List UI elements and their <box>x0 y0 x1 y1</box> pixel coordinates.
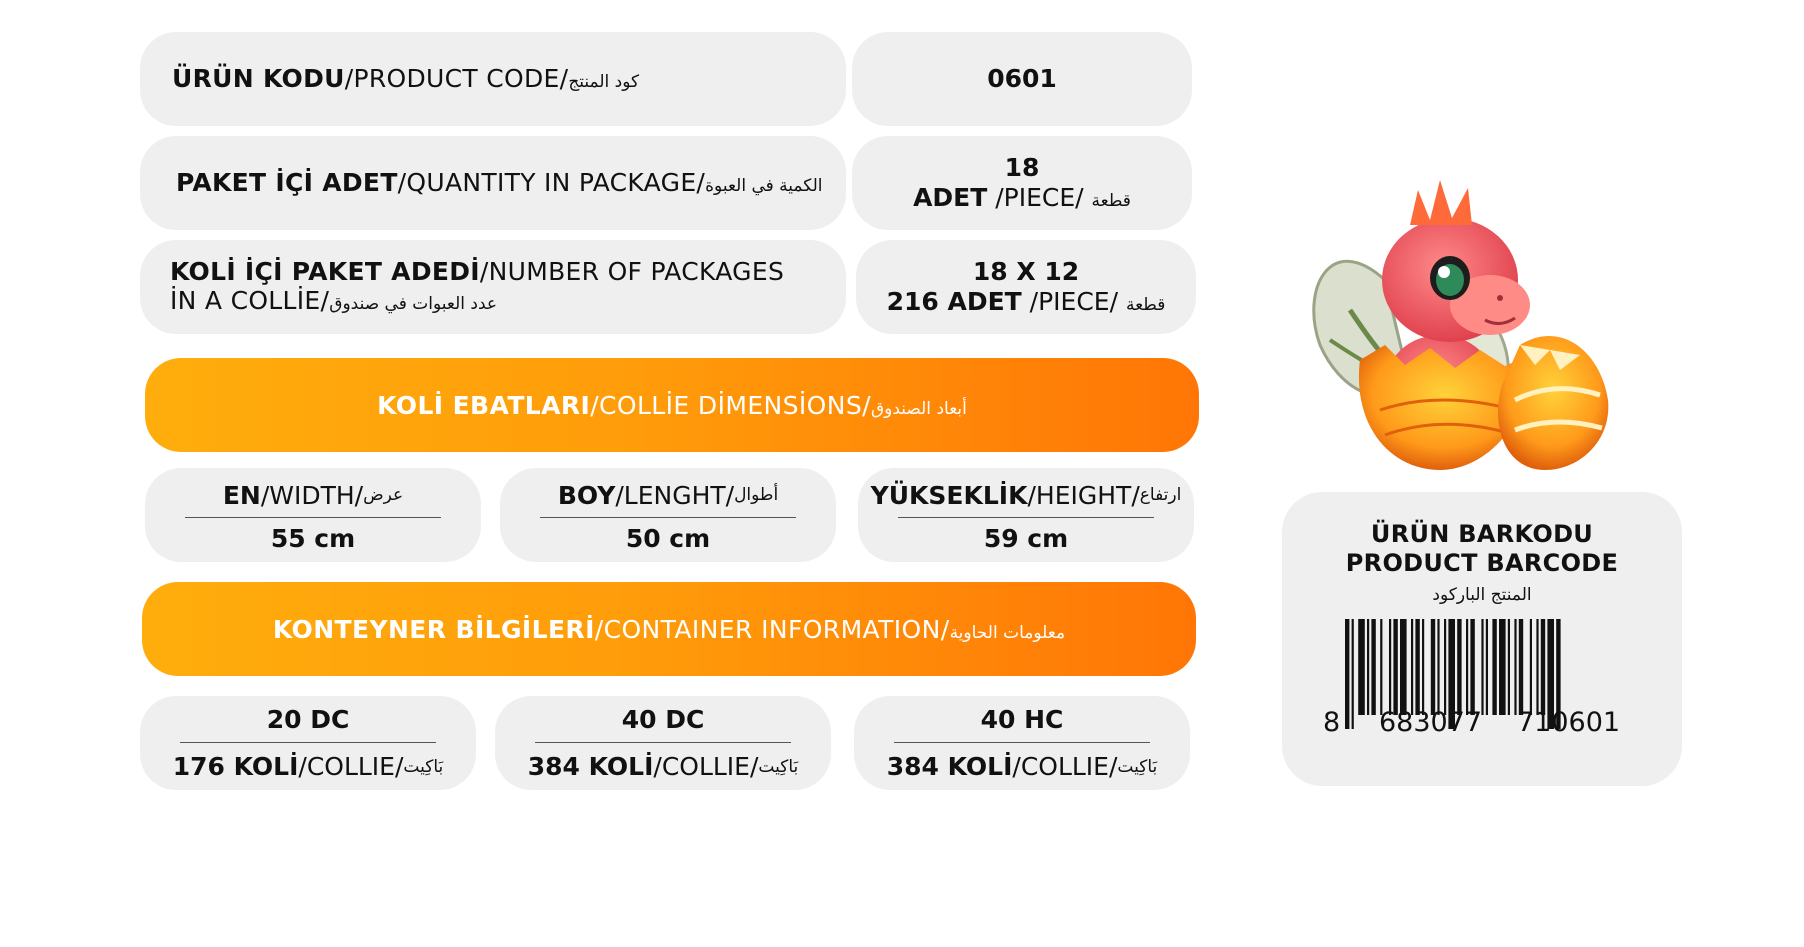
container-count-ar: بَاكِيت <box>1117 756 1158 777</box>
barcode-bar <box>1499 619 1506 715</box>
dimension-label-ar: عرض <box>363 485 404 505</box>
container-count-ar: بَاكِيت <box>403 756 444 777</box>
barcode-bar <box>1358 619 1365 715</box>
dimension-label-ar: أطوال <box>734 485 779 505</box>
barcode-bar <box>1393 619 1397 715</box>
barcode-title-en: PRODUCT BARCODE <box>1345 549 1619 578</box>
packages-label-en-2: İN A COLLİE/ <box>170 286 330 315</box>
packages-value-total-ar: قطعة <box>1125 295 1166 315</box>
barcode-bar <box>1437 619 1439 715</box>
packages-label <box>140 240 846 334</box>
packages-label-en: /NUMBER OF PACKAGES <box>479 257 785 287</box>
divider <box>898 517 1154 518</box>
barcode-bar <box>1519 619 1523 715</box>
container-count-tr: 384 KOLİ <box>886 752 1013 781</box>
container-count-tr: 384 KOLİ <box>527 752 654 781</box>
barcode-bar <box>1389 619 1391 715</box>
dimension-label <box>223 477 403 513</box>
barcode-bar <box>1411 619 1413 715</box>
collie-dimensions-banner <box>145 358 1199 452</box>
dimension-label-tr: BOY <box>557 480 616 510</box>
dimension-label-ar: ارتفاع <box>1139 485 1182 505</box>
barcode-bar <box>1457 619 1461 715</box>
barcode-bar <box>1431 619 1435 715</box>
divider <box>535 742 791 743</box>
product-code-label-en: /PRODUCT CODE/ <box>344 63 569 93</box>
barcode-bar <box>1508 619 1510 715</box>
container-card-20dc <box>140 696 476 790</box>
container-information-banner <box>142 582 1196 676</box>
quantity-value-unit <box>913 183 1131 213</box>
quantity-value-unit-ar: قطعة <box>1091 191 1131 211</box>
container-count-en: /COLLIE/ <box>1012 752 1118 781</box>
barcode-digits-right: 710601 <box>1517 706 1621 738</box>
barcode-bar <box>1530 619 1532 715</box>
barcode-bar <box>1486 619 1488 715</box>
baby-dragon-egg-icon <box>1290 170 1650 510</box>
barcode-bar <box>1481 619 1483 715</box>
barcode-title-ar: المنتج الباركود <box>1432 584 1532 605</box>
container-count-en: /COLLIE/ <box>298 752 404 781</box>
container-count <box>173 749 443 785</box>
packages-value-formula: 18 X 12 <box>972 257 1080 286</box>
barcode-bar <box>1536 619 1538 715</box>
divider <box>894 742 1150 743</box>
dimension-value: 50 cm <box>625 524 711 553</box>
dimension-card-height <box>858 468 1194 562</box>
container-count <box>887 749 1157 785</box>
barcode-bar <box>1415 619 1419 715</box>
container-type: 40 DC <box>621 705 705 734</box>
container-type: 40 HC <box>980 705 1064 734</box>
quantity-label-tr: PAKET İÇİ ADET <box>176 167 398 197</box>
collie-dimensions-banner-en: /COLLİE DİMENSİONS/ <box>590 390 871 420</box>
barcode-bar <box>1470 619 1474 715</box>
product-code-label <box>140 32 846 126</box>
barcode-bar <box>1422 619 1424 715</box>
barcode-bar <box>1400 619 1407 715</box>
barcode-title-tr: ÜRÜN BARKODU <box>1370 520 1594 548</box>
quantity-value-number: 18 <box>1004 153 1040 182</box>
packages-label-line1 <box>170 257 784 286</box>
product-code-label-ar: كود المنتج <box>568 71 640 92</box>
barcode-bar <box>1367 619 1369 715</box>
divider <box>185 517 441 518</box>
container-information-banner-ar: معلومات الحاوية <box>949 622 1066 643</box>
quantity-value-box <box>852 136 1192 230</box>
container-count-tr: 176 KOLİ <box>172 752 299 781</box>
barcode-image <box>1317 615 1647 745</box>
barcode-title <box>1346 520 1618 579</box>
container-card-40hc <box>854 696 1190 790</box>
collie-dimensions-banner-tr: KOLİ EBATLARI <box>377 390 591 420</box>
packages-value-box <box>856 240 1196 334</box>
quantity-value-unit-en: /PIECE/ <box>987 183 1092 212</box>
barcode-bar <box>1541 619 1545 715</box>
dimension-label-tr: EN <box>222 480 261 510</box>
barcode-bar <box>1352 619 1354 729</box>
quantity-label-en: /QUANTITY IN PACKAGE/ <box>397 167 706 197</box>
packages-value-total-tr: 216 ADET <box>886 287 1022 316</box>
container-count-en: /COLLIE/ <box>653 752 759 781</box>
dimension-label-tr: YÜKSEKLİK <box>870 480 1028 510</box>
barcode-bar <box>1466 619 1468 715</box>
container-information-banner-tr: KONTEYNER BİLGİLERİ <box>272 614 595 644</box>
barcode-bar <box>1514 619 1516 715</box>
quantity-label-ar: الكمية في العبوة <box>705 175 823 196</box>
dimension-label-en: /WIDTH/ <box>260 480 364 510</box>
packages-label-tr: KOLİ İÇİ PAKET ADEDİ <box>170 257 480 287</box>
container-count-ar: بَاكِيت <box>758 756 799 777</box>
dimension-label-en: /LENGHT/ <box>615 480 735 510</box>
quantity-label <box>140 136 846 230</box>
quantity-value-unit-tr: ADET <box>913 183 988 212</box>
dimension-label <box>558 477 778 513</box>
divider <box>180 742 436 743</box>
product-code-value-box <box>852 32 1192 126</box>
dimension-value: 55 cm <box>270 524 356 553</box>
container-information-banner-en: /CONTAINER INFORMATION/ <box>594 614 950 644</box>
packages-label-ar: عدد العبوات في صندوق <box>329 294 498 314</box>
product-code-value: 0601 <box>987 64 1057 93</box>
barcode-bar <box>1492 619 1496 715</box>
divider <box>540 517 796 518</box>
dimension-card-length <box>500 468 836 562</box>
dimension-value: 59 cm <box>983 524 1069 553</box>
barcode-bar <box>1371 619 1375 715</box>
container-count <box>528 749 798 785</box>
container-card-40dc <box>495 696 831 790</box>
barcode-bar <box>1444 619 1446 715</box>
barcode-digits-left: 683077 <box>1379 706 1483 738</box>
dimension-label-en: /HEIGHT/ <box>1027 480 1140 510</box>
dimension-card-width <box>145 468 481 562</box>
product-code-label-tr: ÜRÜN KODU <box>172 63 345 93</box>
packages-value-total <box>887 287 1166 317</box>
packages-value-total-en: /PIECE/ <box>1021 287 1126 316</box>
collie-dimensions-banner-ar: أبعاد الصندوق <box>870 398 967 419</box>
packages-label-line2 <box>170 286 497 315</box>
barcode-digit-first: 8 <box>1323 706 1341 738</box>
container-type: 20 DC <box>266 705 350 734</box>
barcode-bar <box>1380 619 1382 715</box>
dimension-label <box>871 477 1182 513</box>
barcode-bar <box>1345 619 1349 729</box>
barcode-card <box>1282 492 1682 786</box>
